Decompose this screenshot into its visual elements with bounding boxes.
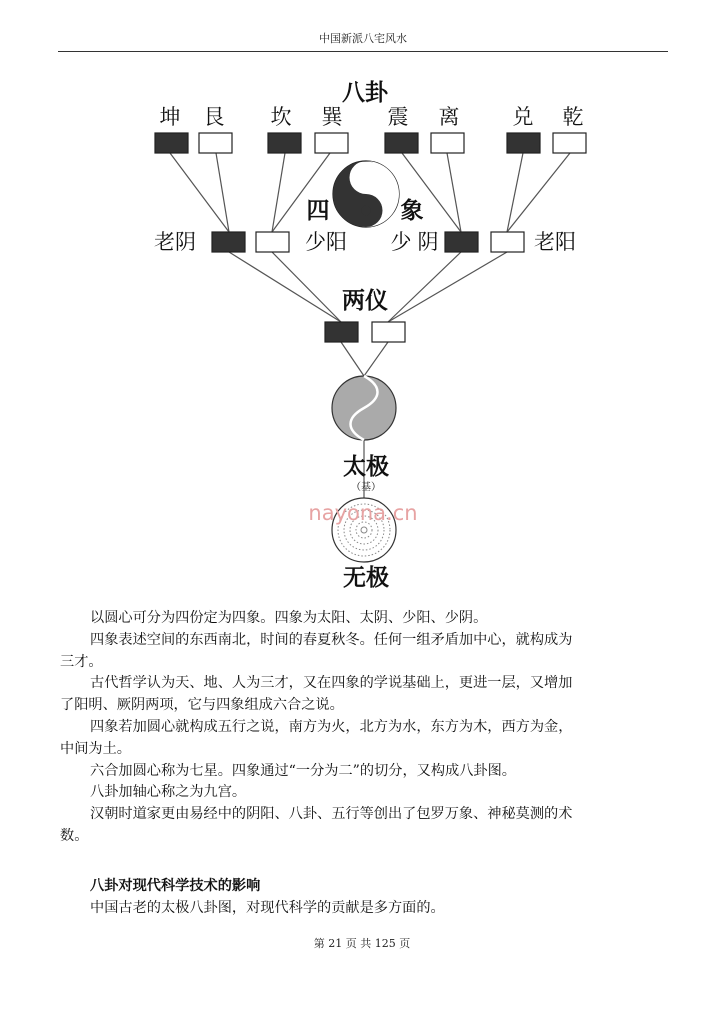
line-shaoyang-liangyi <box>272 252 341 322</box>
liangyi-boxes <box>325 322 405 342</box>
body-text <box>60 608 670 848</box>
shaoyin-label-2: 阴 <box>417 230 439 254</box>
bagua-title: 八卦 <box>342 80 388 106</box>
line-laoyin-liangyi <box>229 252 341 322</box>
trigram-label-qian: 乾 <box>562 105 584 129</box>
line-li-shaoyin <box>447 153 461 232</box>
paragraph-1: 以圆心可分为四份定为四象。四象为太阳、太阴、少阳、少阴。 <box>90 610 488 626</box>
paragraph-3-cont: 了阳明、厥阴两项，它与四象组成六合之说。 <box>60 697 344 714</box>
line-gen-laoyin <box>216 153 229 232</box>
line-yin-taiji <box>341 342 364 376</box>
yang-box <box>315 133 348 153</box>
trigram-label-xun: 巽 <box>321 105 343 129</box>
yang-box <box>491 232 524 252</box>
trigram-label-zhen: 震 <box>387 105 409 129</box>
yin-box <box>155 133 188 153</box>
trigram-label-li: 离 <box>438 105 460 129</box>
laoyin-label: 老阴 <box>154 230 196 254</box>
trigram-label-gen: 艮 <box>203 105 225 129</box>
line-kun-laoyin <box>170 153 229 232</box>
trigram-label-kun: 坤 <box>159 105 181 129</box>
page-footer: 第 21 页 共 125 页 <box>313 937 411 950</box>
taiji-label: 太极 <box>343 454 389 480</box>
trigram-label-kan: 坎 <box>270 105 292 129</box>
paragraph-7: 汉朝时道家更由易经中的阴阳、八卦、五行等创出了包罗万象、神秘莫测的术 <box>90 806 573 823</box>
paragraph-4-cont: 中间为土。 <box>60 740 131 757</box>
shaoyin-label-1: 少 <box>390 230 412 254</box>
yin-box <box>212 232 245 252</box>
sixiang-boxes <box>212 232 524 252</box>
wuji-label: 无极 <box>343 565 389 591</box>
line-kan-shaoyang <box>272 153 285 232</box>
sixiang-label-right: 象 <box>400 198 424 224</box>
paragraph-2-cont: 三才。 <box>60 653 103 670</box>
paragraph-7-cont: 数。 <box>60 827 89 844</box>
section-title: 八卦对现代科学技术的影响 <box>90 878 261 894</box>
paragraph-2: 四象表述空间的东西南北，时间的春夏秋冬。任何一组矛盾加中心，就构成为 <box>90 631 573 648</box>
yin-yang-icon <box>333 161 399 227</box>
paragraph-4: 四象若加圆心就构成五行之说，南方为火，北方为水，东方为木，西方为金， <box>90 718 573 735</box>
yin-box <box>507 133 540 153</box>
yang-box <box>372 322 405 342</box>
yin-box <box>268 133 301 153</box>
yin-box <box>445 232 478 252</box>
yang-box <box>256 232 289 252</box>
yin-box <box>385 133 418 153</box>
paragraph-3: 古代哲学认为天、地、人为三才，又在四象的学说基础上，更进一层，又增加 <box>90 675 573 692</box>
yang-box <box>553 133 586 153</box>
sixiang-label-left: 四 <box>306 198 330 224</box>
shaoyang-label: 少阳 <box>305 230 347 254</box>
paragraph-5: 六合加圆心称为七星。四象通过“一分为二”的切分，又构成八卦图。 <box>90 762 516 779</box>
yang-box <box>199 133 232 153</box>
line-shaoyin-liangyi <box>388 252 461 322</box>
line-dui-laoyang <box>507 153 523 232</box>
taiji-symbol <box>332 376 396 440</box>
yang-box <box>431 133 464 153</box>
watermark: nayona.cn <box>308 501 418 525</box>
trigram-label-dui: 兑 <box>512 105 534 129</box>
paragraph-6: 八卦加轴心称之为九宫。 <box>90 784 247 801</box>
line-yang-taiji <box>364 342 388 376</box>
line-laoyang-liangyi <box>388 252 507 322</box>
laoyang-label: 老阳 <box>534 230 576 254</box>
line-qian-laoyang <box>507 153 570 232</box>
section-line: 中国古老的太极八卦图，对现代科学的贡献是多方面的。 <box>90 900 445 916</box>
taiji-note: （基） <box>351 482 381 493</box>
liangyi-label: 两仪 <box>342 288 388 314</box>
trigram-boxes <box>155 133 586 153</box>
yin-box <box>325 322 358 342</box>
page-header: 中国新派八宅风水 <box>58 30 668 52</box>
